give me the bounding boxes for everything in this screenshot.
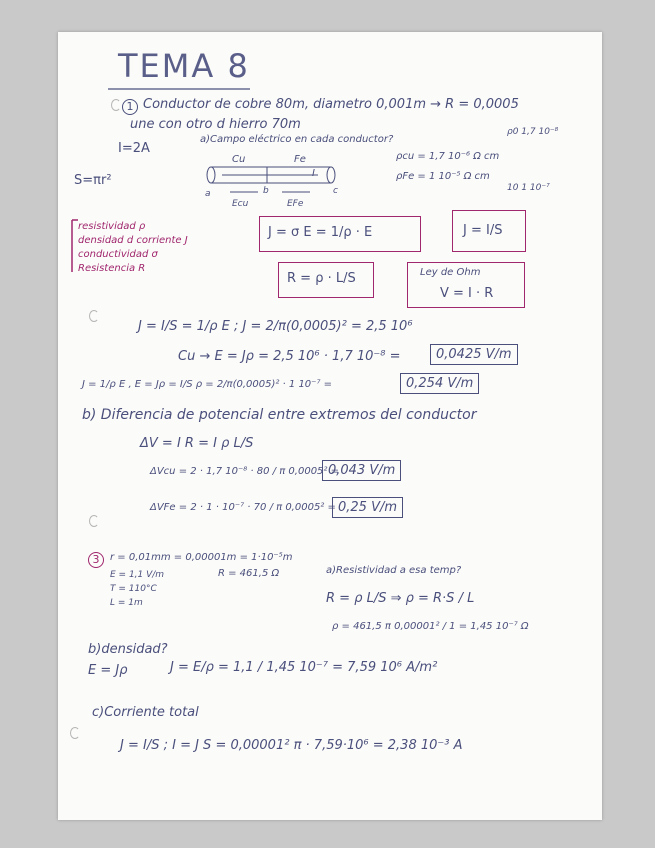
problem-3-question-a: a)Resistividad a esa temp?: [326, 565, 462, 576]
formula-j-sigma: J = σ E = 1/ρ · E: [268, 225, 373, 240]
page-title: TEMA 8: [118, 47, 250, 85]
diagram-cu-label: Cu: [232, 154, 246, 165]
problem-3-field: E = 1,1 V/m: [110, 570, 165, 580]
problem-1-statement-2: une con otro d hierro 70m: [130, 117, 301, 132]
problem-3-number: 3: [88, 552, 104, 568]
problem-3-c1: J = I/S ; I = J S = 0,00001² π · 7,59·10⁶ = 2,38 10⁻³ A: [120, 738, 463, 753]
result-dv-fe: 0,25 V/m: [332, 497, 403, 518]
diagram-point-b: b: [263, 186, 269, 196]
ohm-title: Ley de Ohm: [420, 267, 481, 278]
work-line-2: Cu → E = Jρ = 2,5 10⁶ · 1,7 10⁻⁸ =: [178, 349, 401, 364]
legend-resistivity: resistividad ρ: [78, 221, 146, 232]
part-b-title: b) Diferencia de potencial entre extremos del conductor: [82, 407, 477, 423]
work-line-3: J = 1/ρ E , E = Jρ = I/S ρ = 2/π(0,0005)² · 1 10⁻⁷ =: [82, 379, 333, 390]
problem-3-b2: J = E/ρ = 1,1 / 1,45 10⁻⁷ = 7,59 10⁶ A/m²: [170, 660, 438, 675]
diagram-point-a: a: [205, 189, 211, 199]
ohm-law: V = I · R: [440, 286, 494, 301]
problem-3-temperature: T = 110°C: [110, 584, 157, 594]
binder-hole-1: [111, 99, 121, 111]
diagram-ecu-label: Ecu: [232, 199, 249, 209]
problem-3-b1: E = Jρ: [88, 663, 128, 678]
problem-1-question-a: a)Campo eléctrico en cada conductor?: [200, 134, 394, 145]
binder-hole-2: [89, 310, 99, 322]
rho-iron-note: 10 1 10⁻⁷: [507, 183, 550, 193]
problem-3-question-c: c)Corriente total: [92, 705, 199, 720]
diagram-current-label: I: [312, 168, 315, 179]
diagram-efe-label: EFe: [287, 199, 304, 209]
formula-r: R = ρ · L/S: [287, 271, 356, 286]
area-formula: S=πr²: [74, 173, 112, 188]
part-b-dv-fe: ΔVFe = 2 · 1 · 10⁻⁷ · 70 / π 0,0005² =: [150, 502, 336, 513]
problem-3-rho-calc: ρ = 461,5 π 0,00001² / 1 = 1,45 10⁻⁷ Ω: [332, 621, 529, 632]
result-dv-cu: 0,043 V/m: [322, 460, 401, 481]
problem-1-current: I=2A: [118, 141, 150, 156]
work-line-1: J = I/S = 1/ρ E ; J = 2/π(0,0005)² = 2,5 10⁶: [138, 319, 413, 334]
problem-1-number: 1: [122, 99, 138, 115]
legend-resistance: Resistencia R: [78, 263, 146, 274]
problem-1-statement-1: Conductor de cobre 80m, diametro 0,001m → R = 0,0005: [143, 97, 519, 112]
problem-3-length: L = 1m: [110, 598, 143, 608]
result-e-copper: 0,0425 V/m: [430, 344, 518, 365]
result-e-iron: 0,254 V/m: [400, 373, 479, 394]
rho-note: ρ0 1,7 10⁻⁸: [507, 127, 559, 137]
rho-copper: ρcu = 1,7 10⁻⁶ Ω cm: [396, 151, 500, 162]
formula-j-is: J = I/S: [463, 223, 503, 238]
rho-iron: ρFe = 1 10⁻⁵ Ω cm: [396, 171, 490, 182]
problem-3-radius: r = 0,01mm = 0,00001m = 1·10⁻⁵m: [110, 552, 293, 563]
part-b-dv: ΔV = I R = I ρ L/S: [140, 436, 254, 451]
diagram-fe-label: Fe: [294, 154, 306, 165]
part-b-dv-cu: ΔVcu = 2 · 1,7 10⁻⁸ · 80 / π 0,0005² =: [150, 466, 339, 477]
binder-hole-4: [70, 727, 80, 739]
problem-3-question-b: b)densidad?: [88, 642, 168, 657]
problem-3-formula: R = ρ L/S ⇒ ρ = R·S / L: [326, 591, 475, 606]
problem-3-resistance: R = 461,5 Ω: [218, 568, 280, 579]
legend-current-density: densidad d corriente J: [78, 235, 188, 246]
binder-hole-3: [89, 515, 99, 527]
diagram-point-c: c: [333, 186, 338, 196]
legend-conductivity: conductividad σ: [78, 249, 158, 260]
